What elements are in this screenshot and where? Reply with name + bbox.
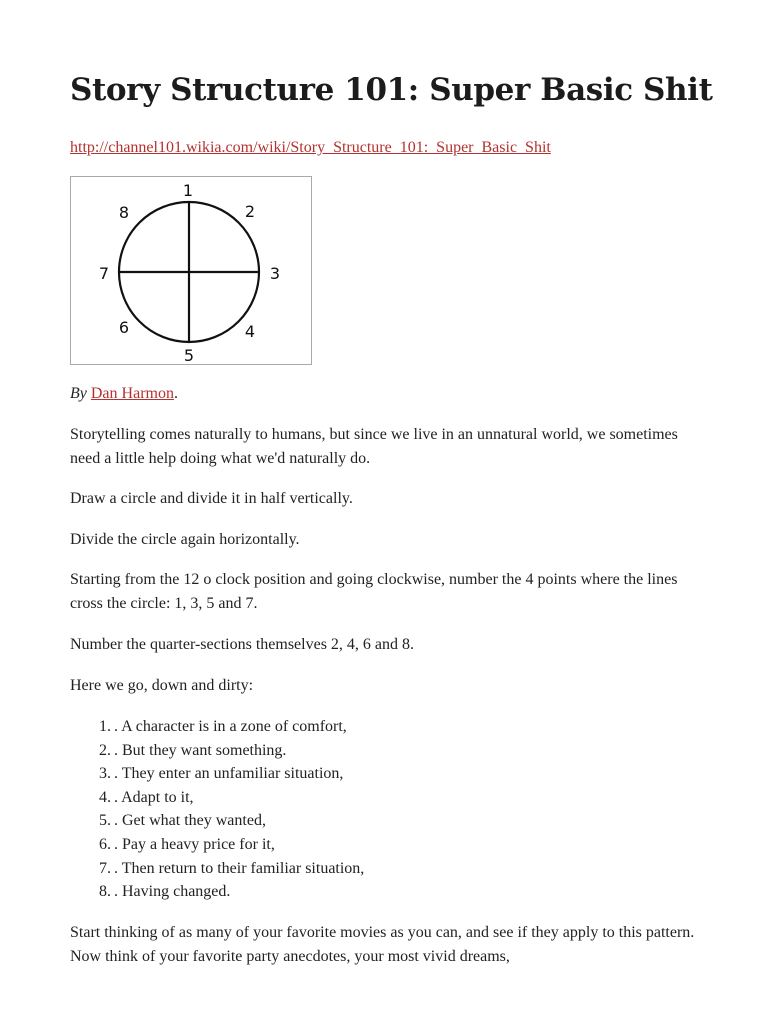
list-item: [70, 857, 710, 881]
diagram-label-3: 3: [269, 264, 281, 283]
byline-prefix: By: [70, 385, 87, 402]
source-link[interactable]: http://channel101.wikia.com/wiki/Story_Structure_101:_Super_Basic_Shit: [70, 139, 551, 156]
diagram-label-6: 6: [118, 318, 130, 337]
intro-paragraph: Storytelling comes naturally to humans, but since we live in an unnatural world, we sometimes need a little help doing what we'd naturally do.: [70, 426, 678, 467]
instruction-divide-circle: Divide the circle again horizontally.: [70, 531, 300, 548]
diagram-label-2: 2: [244, 202, 256, 221]
page-title: Story Structure 101: Super Basic Shit: [70, 72, 713, 108]
list-item-text: . Having changed.: [114, 883, 231, 901]
closing-paragraph: Start thinking of as many of your favorite movies as you can, and see if they apply to this pattern. Now think of your favorite party anecdotes, your most vivid dreams,: [70, 924, 695, 965]
list-item-number: 3.: [99, 765, 111, 783]
list-item: [70, 762, 710, 786]
diagram-label-1: 1: [182, 181, 194, 200]
list-item-text: . Adapt to it,: [114, 788, 194, 806]
list-item-number: 5.: [99, 812, 111, 830]
list-item-text: . They enter an unfamiliar situation,: [114, 765, 344, 783]
instruction-number-points: Starting from the 12 o clock position and going clockwise, number the 4 points where the lines cross the circle: 1, 3, 5 and 7.: [70, 571, 678, 612]
list-item-text: . Get what they wanted,: [114, 812, 266, 830]
list-item-number: 1.: [99, 718, 111, 735]
list-item-text: . A character is in a zone of comfort,: [114, 718, 347, 735]
instruction-number-sections: Number the quarter-sections themselves 2, 4, 6 and 8.: [70, 636, 415, 653]
diagram-label-5: 5: [183, 346, 195, 364]
list-item-text: . Then return to their familiar situation,: [114, 859, 365, 877]
list-item: [70, 833, 710, 857]
list-item-number: 8.: [99, 883, 111, 901]
list-item-text: . But they want something.: [114, 741, 287, 759]
list-item: [70, 715, 710, 739]
story-circle-diagram: [70, 176, 312, 365]
instruction-draw-circle: Draw a circle and divide it in half vertically.: [70, 490, 353, 507]
list-item: [70, 880, 710, 904]
byline-suffix: .: [173, 385, 178, 402]
byline: [70, 382, 710, 406]
list-item-number: 6.: [99, 835, 111, 853]
list-item-number: 7.: [99, 859, 111, 877]
list-item-text: . Pay a heavy price for it,: [114, 835, 275, 853]
story-circle-svg: [71, 177, 311, 364]
diagram-label-4: 4: [244, 322, 256, 341]
list-item: [70, 739, 710, 763]
list-item-number: 2.: [99, 741, 111, 759]
story-steps-list: [70, 715, 710, 904]
list-item: [70, 786, 710, 810]
list-item-number: 4.: [99, 788, 111, 806]
diagram-label-7: 7: [98, 264, 110, 283]
diagram-label-8: 8: [118, 203, 130, 222]
list-item: [70, 809, 710, 833]
author-link[interactable]: Dan Harmon: [90, 385, 174, 402]
lead-in-paragraph: Here we go, down and dirty:: [70, 677, 254, 694]
